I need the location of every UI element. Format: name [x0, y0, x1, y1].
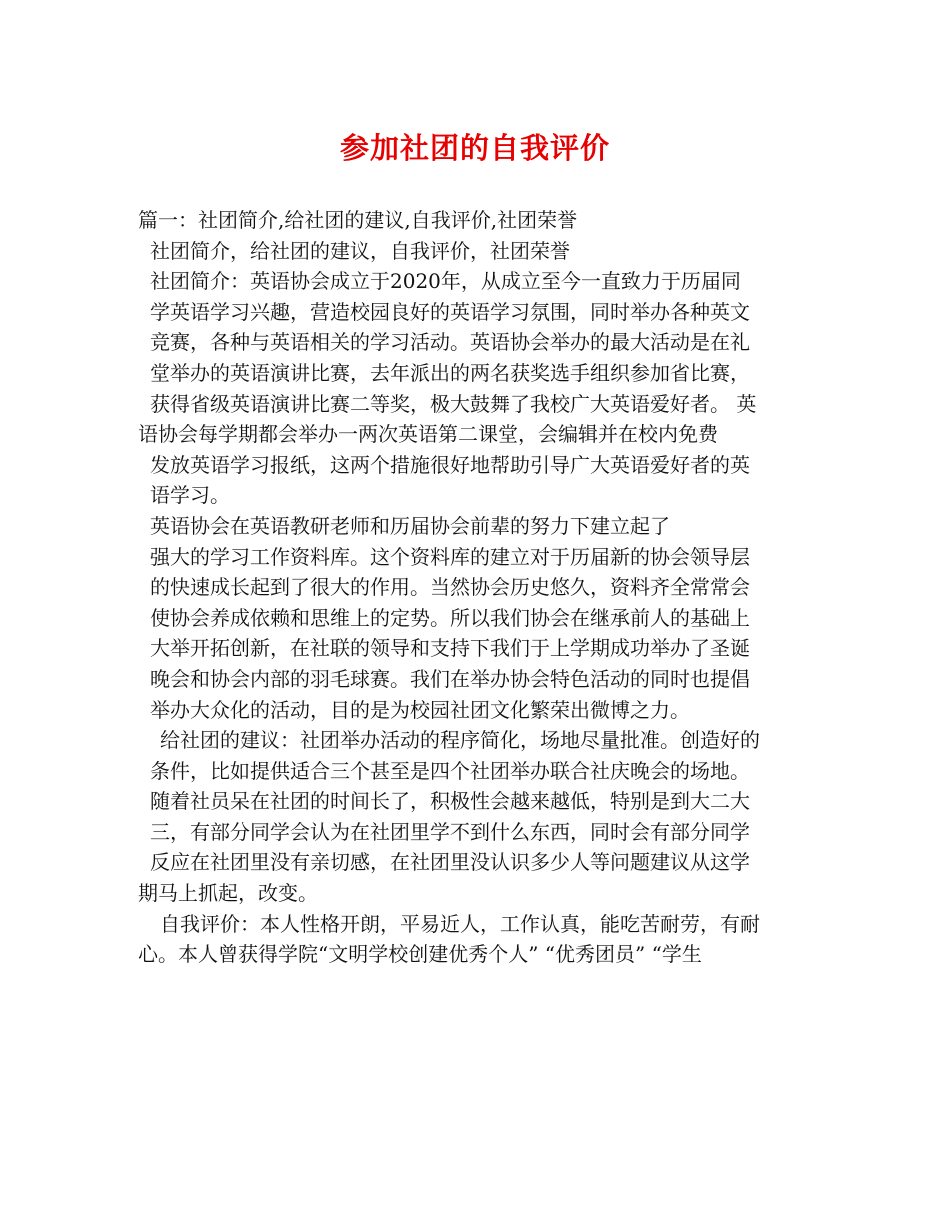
text-line: 大举开拓创新，在社联的领导和支持下我们于上学期成功举办了圣诞	[150, 636, 750, 661]
text-line: 强大的学习工作资料库。这个资料库的建立对于历届新的协会领导层	[150, 544, 750, 569]
text-line: 条件，比如提供适合三个甚至是四个社团举办联合社庆晚会的场地。	[150, 758, 750, 783]
text-line: 随着社员呆在社团的时间长了，积极性会越来越低，特别是到大二大	[150, 789, 750, 814]
text-line: 自我评价：本人性格开朗，平易近人，工作认真，能吃苦耐劳，有耐	[160, 911, 760, 936]
document-title: 参加社团的自我评价	[339, 131, 610, 165]
text-line: 举办大众化的活动，目的是为校园社团文化繁荣出微博之力。	[150, 697, 690, 722]
text-line: 心。本人曾获得学院“文明学校创建优秀个人” “优秀团员” “学生	[138, 942, 702, 967]
text-line: 使协会养成依赖和思维上的定势。所以我们协会在继承前人的基础上	[150, 605, 750, 630]
text-line: 期马上抓起，改变。	[138, 881, 318, 906]
text-line: 学英语学习兴趣，营造校园良好的英语学习氛围，同时举办各种英文	[150, 299, 750, 324]
text-line: 英语协会在英语教研老师和历届协会前辈的努力下建立起了	[150, 513, 670, 538]
text-line: 语协会每学期都会举办一两次英语第二课堂，会编辑并在校内免费	[138, 422, 718, 447]
text-line: 晚会和协会内部的羽毛球赛。我们在举办协会特色活动的同时也提倡	[150, 666, 750, 691]
text-line: 篇一：社团简介,给社团的建议,自我评价,社团荣誉	[138, 208, 578, 232]
text-line: 三，有部分同学会认为在社团里学不到什么东西，同时会有部分同学	[150, 819, 750, 844]
text-line: 的快速成长起到了很大的作用。当然协会历史悠久，资料齐全常常会	[150, 575, 750, 600]
text-line: 语学习。	[150, 483, 230, 508]
text-line: 反应在社团里没有亲切感，在社团里没认识多少人等问题建议从这学	[150, 850, 750, 875]
document-body	[138, 205, 828, 970]
text-line: 竞赛，各种与英语相关的学习活动。英语协会举办的最大活动是在礼	[150, 330, 750, 355]
text-line: 社团简介：英语协会成立于2020年，从成立至今一直致力于历届同	[150, 269, 741, 294]
text-line: 给社团的建议：社团举办活动的程序简化，场地尽量批准。创造好的	[160, 728, 760, 753]
text-line: 堂举办的英语演讲比赛，去年派出的两名获奖选手组织参加省比赛，	[150, 360, 750, 385]
text-line: 获得省级英语演讲比赛二等奖，极大鼓舞了我校广大英语爱好者。 英	[150, 391, 757, 416]
text-line: 社团简介，给社团的建议，自我评价，社团荣誉	[150, 238, 570, 263]
text-line: 发放英语学习报纸，这两个措施很好地帮助引导广大英语爱好者的英	[150, 452, 750, 477]
